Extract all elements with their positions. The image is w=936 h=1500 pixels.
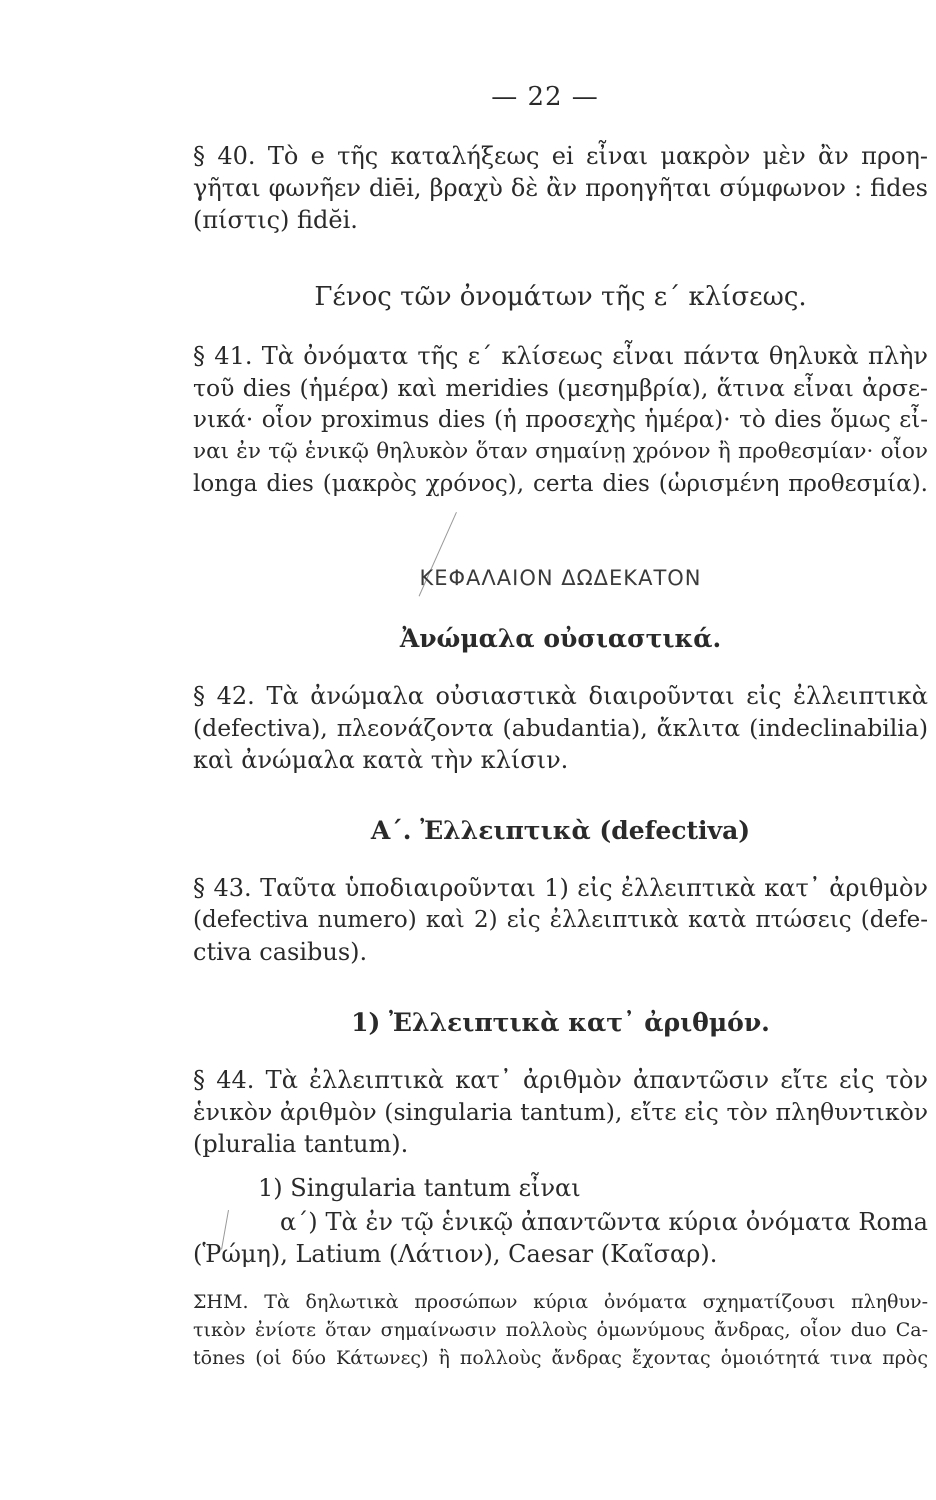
note-line: ΣΗΜ. Τὰ δηλωτικὰ προσώπων κύρια ὀνόματα σχηματίζουσι πληθυν- bbox=[193, 1291, 928, 1313]
paragraph-40 bbox=[193, 140, 928, 236]
text-line: ctiva casibus). bbox=[193, 938, 368, 966]
text-line: (Ῥώμη), Latium (Λάτιον), Caesar (Καῖσαρ). bbox=[193, 1240, 718, 1268]
text-line: § 43. Ταῦτα ὑποδιαιροῦνται 1) εἰς ἐλλειπτικὰ κατ᾽ ἀριθμὸν bbox=[193, 874, 928, 902]
heading-anomala: Ἀνώμαλα οὐσιαστικά. bbox=[399, 624, 722, 653]
text-line: (defectiva), πλεονάζοντα (abudantia), ἄκλιτα (indeclinabilia) bbox=[193, 714, 928, 742]
text-line: νικά· οἷον proximus dies (ἡ προσεχὴς ἡμέρα)· τὸ dies ὅμως εἶ- bbox=[193, 407, 928, 433]
text-line: longa dies (μακρὸς χρόνος), certa dies (ὡρισμένη προθεσμία). bbox=[193, 471, 928, 497]
note bbox=[193, 1288, 928, 1372]
list-item-a-continued bbox=[193, 1238, 928, 1270]
text-line: ναι ἐν τῷ ἑνικῷ θηλυκὸν ὅταν σημαίνῃ χρόνον ἢ προθεσμίαν· οἷον bbox=[193, 439, 928, 464]
chapter-heading: ΚΕΦΑΛΑΙΟΝ ΔΩΔΕΚΑΤΟΝ bbox=[419, 566, 702, 590]
text-line: § 44. Τὰ ἐλλειπτικὰ κατ᾽ ἀριθμὸν ἀπαντῶσιν εἴτε εἰς τὸν bbox=[193, 1066, 928, 1094]
paragraph-43 bbox=[193, 872, 928, 968]
list-item-a bbox=[280, 1206, 928, 1238]
list-item-singularia bbox=[258, 1172, 928, 1204]
paragraph-44 bbox=[193, 1064, 928, 1160]
text-line: § 41. Τὰ ὀνόματα τῆς ε΄ κλίσεως εἶναι πάντα θηλυκὰ πλὴν bbox=[193, 342, 928, 370]
page-number: — 22 — bbox=[491, 82, 599, 112]
text-line: γῆται φωνῆεν diēi, βραχὺ δὲ ἂν προηγῆται σύμφωνον : fides bbox=[193, 174, 928, 202]
text-line: (πίστις) fidĕi. bbox=[193, 206, 358, 234]
text-line: (defectiva numero) καὶ 2) εἰς ἐλλειπτικὰ κατὰ πτώσεις (defe- bbox=[193, 907, 928, 933]
note-line: τικὸν ἐνίοτε ὅταν σημαίνωσιν πολλοὺς ὁμωνύμους ἄνδρας, οἷον duo Ca- bbox=[193, 1319, 928, 1341]
text-line: (pluralia tantum). bbox=[193, 1130, 409, 1158]
paragraph-42 bbox=[193, 680, 928, 776]
heading-1-numero: 1) Ἐλλειπτικὰ κατ᾽ ἀριθμόν. bbox=[351, 1008, 770, 1037]
note-line: tōnes (οἱ δύο Κάτωνες) ἢ πολλοὺς ἄνδρας ἔχοντας ὁμοιότητά τινα πρὸς bbox=[193, 1347, 928, 1369]
text-line: τοῦ dies (ἡμέρα) καὶ meridies (μεσημβρία), ἅτινα εἶναι ἀρσε- bbox=[193, 374, 928, 402]
text-line: α΄) Τὰ ἐν τῷ ἑνικῷ ἀπαντῶντα κύρια ὀνόματα Roma bbox=[280, 1208, 928, 1236]
text-line: ἑνικὸν ἀριθμὸν (singularia tantum), εἴτε εἰς τὸν πληθυντικὸν bbox=[193, 1098, 928, 1126]
heading-genos: Γένος τῶν ὀνομάτων τῆς ε΄ κλίσεως. bbox=[314, 282, 807, 312]
heading-A-defectiva: Α΄. Ἐλλειπτικὰ (defectiva) bbox=[370, 816, 751, 845]
text-line: καὶ ἀνώμαλα κατὰ τὴν κλίσιν. bbox=[193, 746, 569, 774]
text-line: § 40. Τὸ e τῆς καταλήξεως ei εἶναι μακρὸν μὲν ἂν προη- bbox=[193, 142, 928, 170]
text-line: 1) Singularia tantum εἶναι bbox=[258, 1174, 581, 1202]
text-line: § 42. Τὰ ἀνώμαλα οὐσιαστικὰ διαιροῦνται εἰς ἐλλειπτικὰ bbox=[193, 682, 928, 710]
paragraph-41 bbox=[193, 340, 928, 500]
